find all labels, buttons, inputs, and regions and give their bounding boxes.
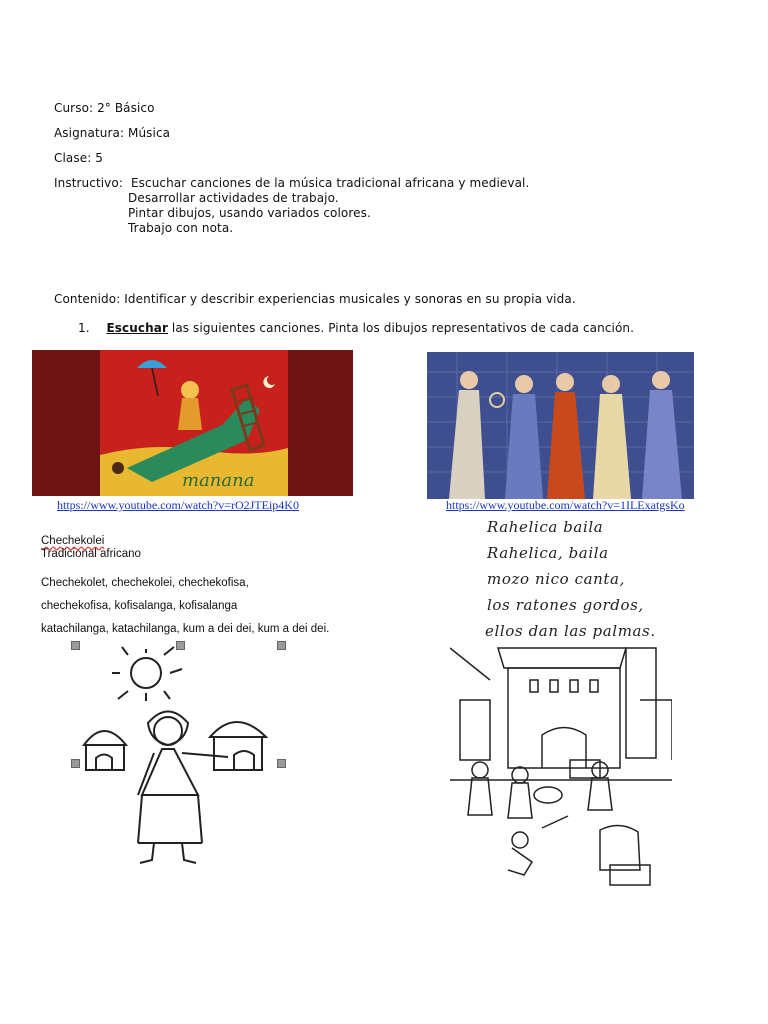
svg-text:manana: manana	[182, 470, 255, 491]
activity-keyword: Escuchar	[106, 321, 168, 335]
contenido-line: Contenido: Identificar y describir experiencias musicales y sonoras en su propia vida.	[54, 292, 576, 306]
youtube-link-african[interactable]: https://www.youtube.com/watch?v=rO2JTEip4K0	[57, 498, 299, 512]
activity-line	[78, 321, 634, 335]
medieval-town-line-art	[450, 640, 672, 888]
resize-handle[interactable]	[277, 641, 286, 650]
song-right-line-5: ellos dan las palmas.	[485, 622, 656, 640]
curso-line: Curso: 2° Básico	[54, 101, 155, 115]
song-left-line-1: Chechekolet, chechekolei, chechekofisa,	[41, 577, 249, 589]
instructivo-line-2: Desarrollar actividades de trabajo.	[128, 191, 339, 205]
song-left-subtitle: Tradicional africano	[41, 548, 141, 560]
instructivo-line-1: Escuchar canciones de la música tradicional africana y medieval.	[131, 176, 530, 190]
song-right-line-4: los ratones gordos,	[487, 596, 644, 614]
activity-rest: las siguientes canciones. Pinta los dibujos representativos de cada canción.	[167, 321, 635, 335]
youtube-link-medieval[interactable]: https://www.youtube.com/watch?v=1ILExatgsKo	[446, 498, 685, 512]
song-left-line-2: chechekofisa, kofisalanga, kofisalanga	[41, 600, 238, 612]
activity-number: 1.	[78, 321, 90, 335]
song-left-line-3: katachilanga, katachilanga, kum a dei dei, kum a dei dei.	[41, 623, 330, 635]
african-child-coloring-drawing	[78, 645, 278, 870]
african-song-cover-image	[32, 350, 353, 496]
instructivo-label: Instructivo:	[54, 176, 123, 190]
song-right-line-1: Rahelica baila	[487, 518, 604, 536]
african-cover-illustration	[32, 350, 353, 496]
song-left-title: Chechekolei	[41, 535, 105, 547]
african-child-line-art	[78, 645, 278, 870]
medieval-dancers-illustration	[427, 352, 694, 499]
song-right-line-3: mozo nico canta,	[487, 570, 625, 588]
instructivo-line-3: Pintar dibujos, usando variados colores.	[128, 206, 371, 220]
medieval-song-tapestry-image	[427, 352, 694, 499]
resize-handle[interactable]	[277, 759, 286, 768]
clase-line: Clase: 5	[54, 151, 103, 165]
medieval-town-coloring-drawing	[450, 640, 672, 888]
song-right-line-2: Rahelica, baila	[487, 544, 609, 562]
instructivo-line-4: Trabajo con nota.	[128, 221, 234, 235]
asignatura-line: Asignatura: Música	[54, 126, 171, 140]
